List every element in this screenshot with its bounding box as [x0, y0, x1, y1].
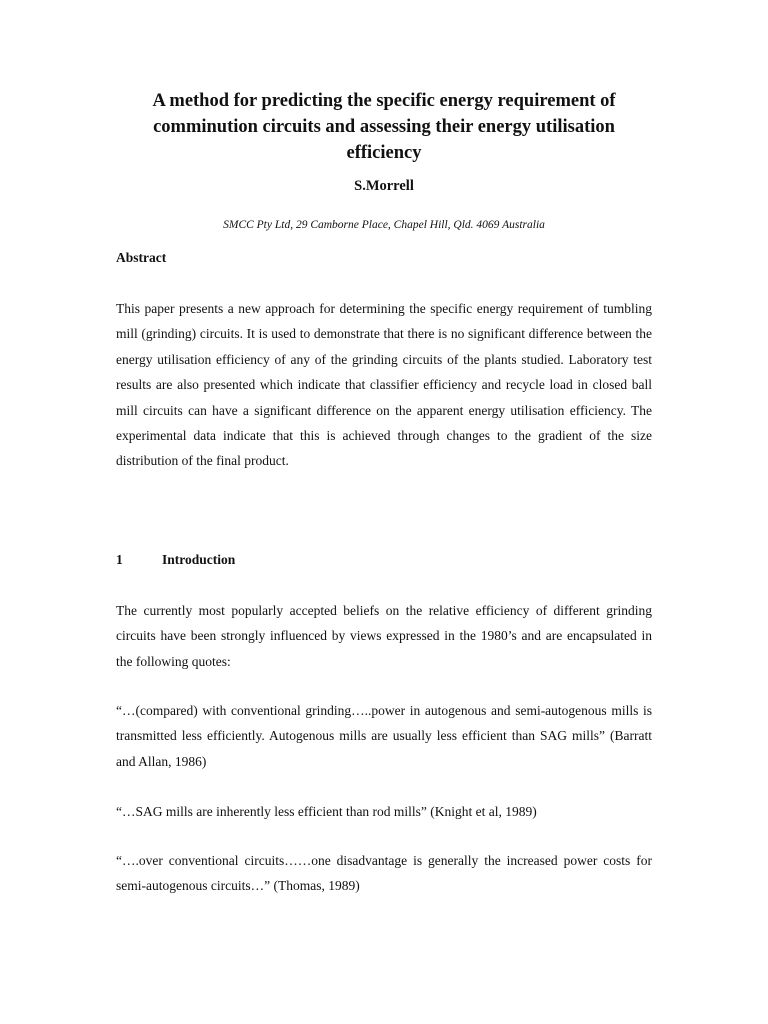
- section-title: Introduction: [162, 552, 236, 567]
- quote-barratt-allan: “…(compared) with conventional grinding…..power in autogenous and semi-autogenous mills is transmitted less efficiently. Autogenous mills are usually less efficient than SAG mills” (Barratt and Allan, 1986): [116, 703, 652, 769]
- quote-knight: “…SAG mills are inherently less efficient than rod mills” (Knight et al, 1989): [116, 804, 537, 819]
- title-line-1: A method for predicting the specific energy requirement of: [152, 91, 616, 111]
- section-number: 1: [116, 552, 123, 567]
- abstract-paragraph: This paper presents a new approach for determining the specific energy requirement of tumbling mill (grinding) circuits. It is used to demonstrate that there is no significant difference between the energy utilisation efficiency of any of the grinding circuits of the plants studied. Laboratory test results are also presented which indicate that classifier efficiency and recycle load in closed ball mill circuits can have a significant difference on the apparent energy utilisation efficiency. The experimental data indicate that this is achieved through changes to the gradient of the size distribution of the final product.: [116, 301, 652, 469]
- paper-title: [110, 88, 658, 166]
- abstract-heading: Abstract: [116, 250, 167, 265]
- title-line-2: comminution circuits and assessing their energy utilisation: [153, 117, 615, 137]
- section-heading-introduction: [116, 551, 235, 569]
- intro-paragraph: The currently most popularly accepted beliefs on the relative efficiency of different grinding circuits have been strongly influenced by views expressed in the 1980’s and are encapsulated in the following quotes:: [116, 603, 652, 669]
- author-affiliation: SMCC Pty Ltd, 29 Camborne Place, Chapel Hill, Qld. 4069 Australia: [223, 219, 545, 231]
- title-line-3: efficiency: [346, 143, 422, 163]
- quote-thomas: “….over conventional circuits……one disadvantage is generally the increased power costs for semi-autogenous circuits…” (Thomas, 1989): [116, 853, 652, 894]
- author-name: S.Morrell: [354, 178, 414, 194]
